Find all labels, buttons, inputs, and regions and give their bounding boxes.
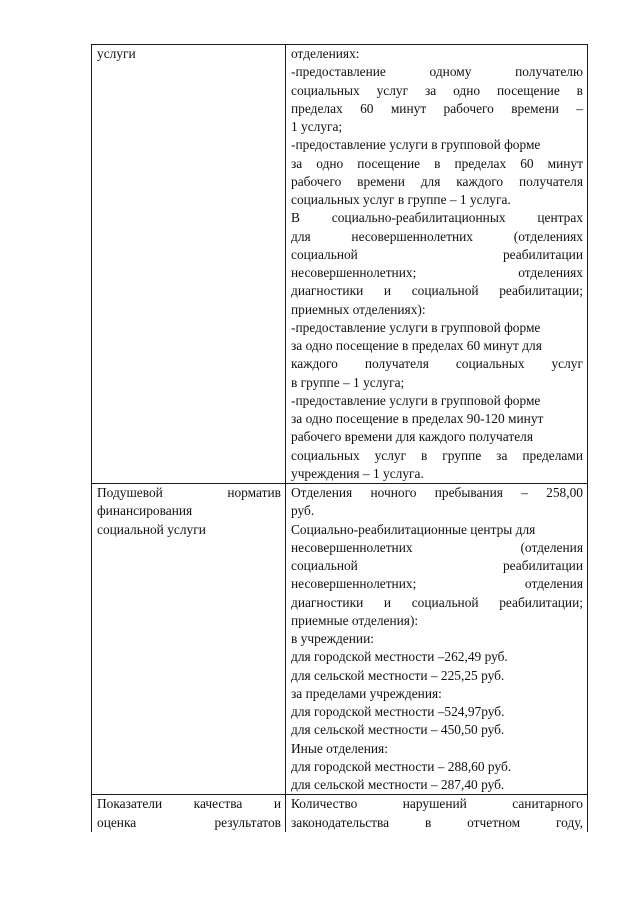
- content-line: для городской местности –524,97руб.: [291, 704, 505, 719]
- row-label-cell: [92, 484, 286, 795]
- content-line: учреждения – 1 услуга.: [291, 465, 424, 481]
- row-label-line: Показатели качества и: [97, 796, 281, 812]
- content-line: законодательства в отчетном году,: [291, 814, 583, 830]
- row-label-line: Подушевой норматив: [97, 485, 281, 500]
- content-line: пределах 60 минут рабочего времени –: [291, 100, 583, 116]
- content-line: за одно посещение в пределах 60 минут: [291, 155, 583, 171]
- content-line: 1 услуга;: [291, 119, 343, 134]
- content-line: несовершеннолетних; отделения: [291, 576, 583, 592]
- row-label-line: социальной услуги: [97, 521, 206, 537]
- service-standard-table: [91, 44, 588, 869]
- content-line: диагностики и социальной реабилитации;: [291, 594, 583, 610]
- row-label-line: услуги: [97, 46, 136, 61]
- content-line: рабочего времени для каждого получателя: [291, 173, 583, 189]
- content-line: Социально-реабилитационные центры для: [291, 521, 536, 537]
- row-label-line: финансирования: [97, 503, 193, 519]
- content-line: приемных отделениях):: [291, 301, 426, 317]
- content-line: несовершеннолетних; отделениях: [291, 265, 583, 280]
- content-line: для сельской местности – 287,40 руб.: [291, 777, 505, 792]
- row-label-cell: [92, 45, 286, 484]
- content-line: -предоставление услуги в групповой форме: [291, 319, 541, 335]
- content-line: для сельской местности – 225,25 руб.: [291, 667, 505, 683]
- content-line: социальных услуг в группе за пределами: [291, 447, 583, 463]
- row-content-cell: [286, 484, 588, 795]
- table-row: [92, 45, 588, 484]
- content-line: Отделения ночного пребывания – 258,00: [291, 485, 583, 500]
- content-line: -предоставление услуги в групповой форме: [291, 137, 541, 153]
- content-line: для несовершеннолетних (отделениях: [291, 228, 583, 244]
- content-line: социальных услуг в группе – 1 услуга.: [291, 192, 511, 207]
- table-row: [92, 484, 588, 795]
- content-line: отделениях:: [291, 46, 360, 61]
- content-line: приемные отделения):: [291, 612, 419, 628]
- content-line: Количество нарушений санитарного: [291, 796, 583, 812]
- content-line: социальных услуг за одно посещение в: [291, 82, 583, 98]
- content-line: социальной реабилитации: [291, 558, 583, 573]
- row-content-cell: [286, 45, 588, 484]
- content-line: Иные отделения:: [291, 740, 388, 756]
- content-line: -предоставление услуги в групповой форме: [291, 392, 541, 408]
- content-line: диагностики и социальной реабилитации;: [291, 283, 583, 299]
- content-line: рабочего времени для каждого получателя: [291, 429, 533, 445]
- content-line: за одно посещение в пределах 90-120 минут: [291, 411, 544, 426]
- content-line: каждого получателя социальных услуг: [291, 356, 583, 372]
- content-line: в учреждении:: [291, 631, 374, 646]
- page-bottom-margin: [0, 832, 640, 905]
- row-label-line: оценка результатов: [97, 814, 281, 830]
- content-line: для сельской местности – 450,50 руб.: [291, 722, 505, 738]
- content-line: для городской местности –262,49 руб.: [291, 649, 508, 665]
- content-line: в группе – 1 услуга;: [291, 374, 405, 390]
- content-line: -предоставление одному получателю: [291, 64, 583, 80]
- content-line: социальной реабилитации: [291, 246, 583, 262]
- content-line: за одно посещение в пределах 60 минут для: [291, 338, 542, 353]
- content-line: для городской местности – 288,60 руб.: [291, 758, 512, 774]
- content-line: В социально-реабилитационных центрах: [291, 210, 583, 226]
- content-line: за пределами учреждения:: [291, 685, 442, 701]
- content-line: несовершеннолетних (отделения: [291, 539, 583, 555]
- content-line: руб.: [291, 503, 315, 519]
